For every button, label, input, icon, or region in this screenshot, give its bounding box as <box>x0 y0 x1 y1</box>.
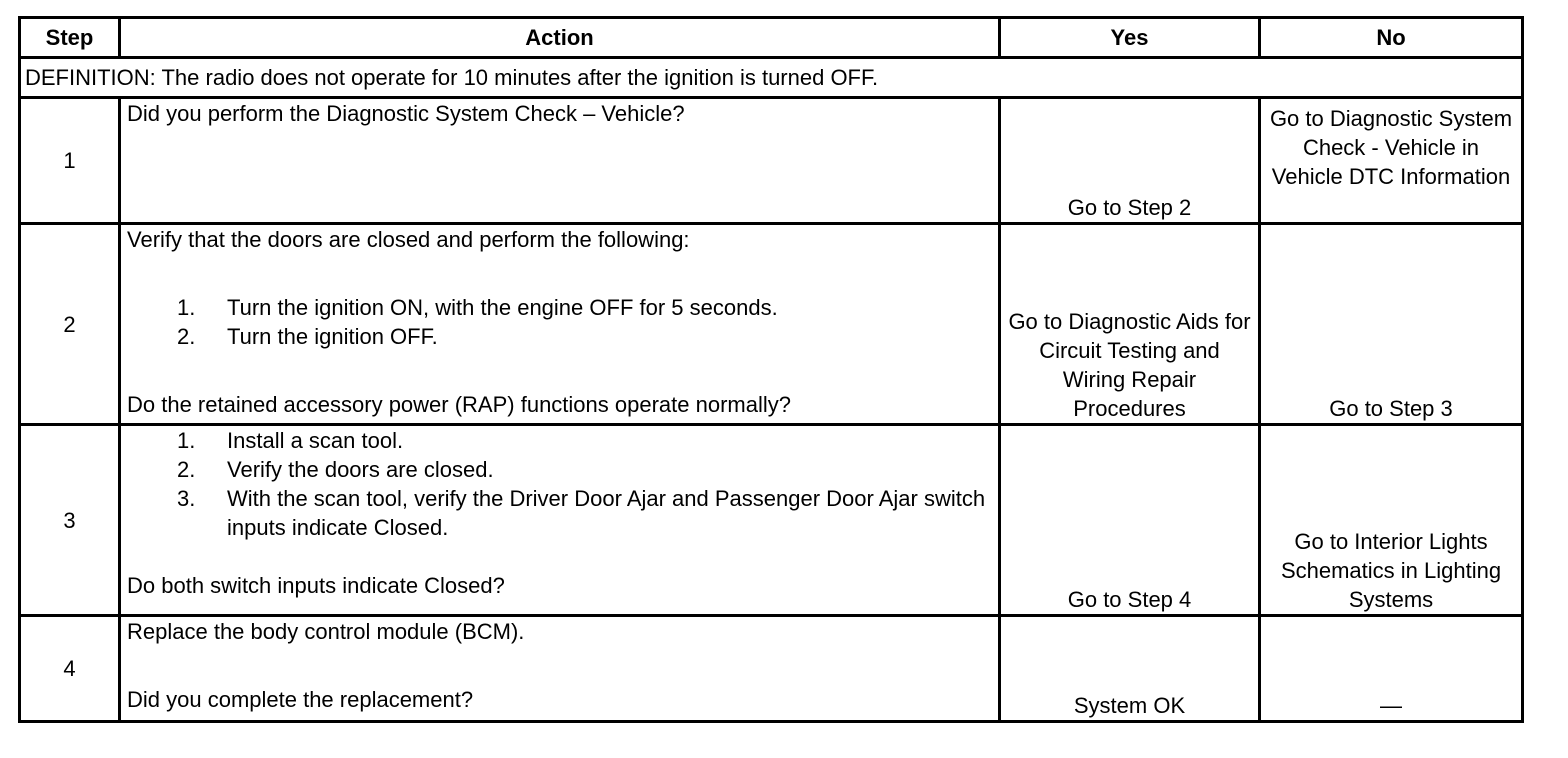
action-question: Did you complete the replacement? <box>127 687 474 712</box>
yes-cell: Go to Step 2 <box>1000 98 1260 224</box>
header-yes: Yes <box>1000 18 1260 58</box>
list-item-text: Install a scan tool. <box>227 428 404 453</box>
list-item-number: 3. <box>177 486 196 511</box>
header-row <box>20 18 1523 58</box>
header-action: Action <box>120 18 1000 58</box>
table-row <box>20 98 1523 224</box>
list-item-number: 2. <box>177 324 196 349</box>
no-cell: Go to Diagnostic System Check - Vehicle in Vehicle DTC Information <box>1260 98 1523 224</box>
list-item-number: 1. <box>177 428 196 453</box>
list-item <box>127 293 992 322</box>
step-number: 3 <box>20 425 120 616</box>
action-question: Did you perform the Diagnostic System Check – Vehicle? <box>127 101 685 126</box>
definition-text: DEFINITION: The radio does not operate for 10 minutes after the ignition is turned OFF. <box>20 58 1523 98</box>
action-cell <box>120 98 1000 224</box>
table-row <box>20 616 1523 722</box>
definition-row <box>20 58 1523 98</box>
yes-cell: Go to Diagnostic Aids for Circuit Testing and Wiring Repair Procedures <box>1000 224 1260 425</box>
list-item-number: 2. <box>177 457 196 482</box>
step-number: 1 <box>20 98 120 224</box>
list-item-text: Verify the doors are closed. <box>227 457 494 482</box>
list-item-text: Turn the ignition OFF. <box>227 324 438 349</box>
diagnostic-table <box>18 16 1524 723</box>
list-item-text: Turn the ignition ON, with the engine OFF for 5 seconds. <box>227 295 778 320</box>
no-cell: Go to Interior Lights Schematics in Lighting Systems <box>1260 425 1523 616</box>
action-intro: Replace the body control module (BCM). <box>127 619 525 644</box>
list-item <box>127 426 992 455</box>
no-cell: Go to Step 3 <box>1260 224 1523 425</box>
list-item <box>127 484 992 542</box>
action-question: Do both switch inputs indicate Closed? <box>127 573 505 598</box>
action-list <box>127 293 992 351</box>
action-cell <box>120 425 1000 616</box>
no-cell: — <box>1260 616 1523 722</box>
list-item <box>127 322 992 351</box>
list-item <box>127 455 992 484</box>
header-no: No <box>1260 18 1523 58</box>
yes-cell: Go to Step 4 <box>1000 425 1260 616</box>
list-item-text: With the scan tool, verify the Driver Door Ajar and Passenger Door Ajar switch inputs indicate Closed. <box>227 486 986 540</box>
action-cell <box>120 224 1000 425</box>
yes-cell: System OK <box>1000 616 1260 722</box>
action-list <box>127 426 992 542</box>
table-row <box>20 224 1523 425</box>
action-question: Do the retained accessory power (RAP) functions operate normally? <box>127 392 791 417</box>
table-row <box>20 425 1523 616</box>
header-step: Step <box>20 18 120 58</box>
action-cell <box>120 616 1000 722</box>
step-number: 4 <box>20 616 120 722</box>
action-intro: Verify that the doors are closed and perform the following: <box>127 227 690 252</box>
list-item-number: 1. <box>177 295 196 320</box>
step-number: 2 <box>20 224 120 425</box>
